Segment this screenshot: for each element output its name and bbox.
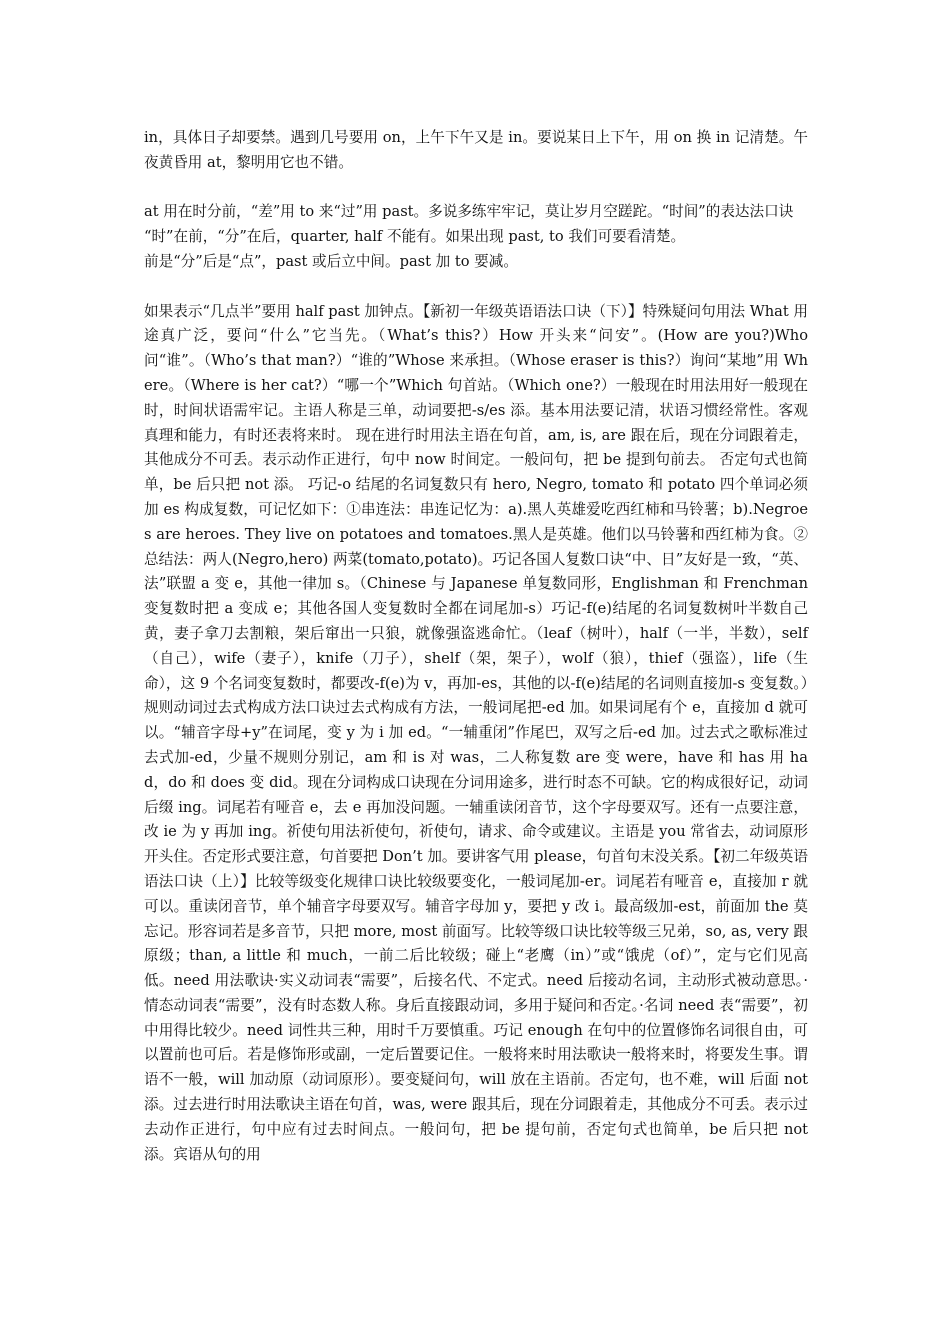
paragraph-spacer — [144, 275, 808, 300]
paragraph-5: 如果表示“几点半”要用 half past 加钟点。【新初一年级英语语法口诀（下）】特殊疑问句用法 What 用途真广泛，要问“什么”它当先。（What’s this?）How 开头来“问安”。(How are you?)Who 问“谁”。（Who’s that man?）“谁的”Whose 来承担。（Whose eraser is this?）询问“某地”用 Where。（Where is her cat?）“哪一个”Which 句首站。（Which one?）一般现在时用法用好一般现在时，时间状语需牢记。主语人称是三单，动词要把-s/es 添。基本用法要记清，状语习惯经常性。客观真理和能力，有时还表将来时。 现在进行时用法主语在句首，am, is, are 跟在后，现在分词跟着走，其他成分不可丢。表示动作正进行，句中 now 时间定。一般问句，把 be 提到句前去。 否定句式也简单，be 后只把 not 添。 巧记-o 结尾的名词复数只有 hero, Negro, tomato 和 potato 四个单词必须加 es 构成复数，可记忆如下：①串连法：串连记忆为：a).黑人英雄爱吃西红柿和马铃薯；b).Negroes are heroes. They live on potatoes and tomatoes.黑人是英雄。他们以马铃薯和西红柿为食。②总结法：两人(Negro,hero) 两菜(tomato,potato)。巧记各国人复数口诀“中、日”友好是一致，“英、法”联盟 a 变 e，其他一律加 s。（Chinese 与 Japanese 单复数同形，Englishman 和 Frenchman 变复数时把 a 变成 e；其他各国人变复数时全都在词尾加-s）巧记-f(e)结尾的名词复数树叶半数自己黄，妻子拿刀去割粮，架后窜出一只狼，就像强盗逃命忙。（leaf（树叶），half（一半，半数），self（自己），wife（妻子），knife（刀子），shelf（架，架子），wolf（狼），thief（强盗），life（生命），这 9 个名词变复数时，都要改-f(e)为 v，再加-es，其他的以-f(e)结尾的名词则直接加-s 变复数。）规则动词过去式构成方法口诀过去式构成有方法，一般词尾把-ed 加。如果词尾有个 e，直接加 d 就可以。“辅音字母+y”在词尾，变 y 为 i 加 ed。“一辅重闭”作尾巴，双写之后-ed 加。过去式之歌标准过去式加-ed，少量不规则分别记，am 和 is 对 was，二人称复数 are 变 were，have 和 has 用 had，do 和 does 变 did。现在分词构成口诀现在分词用途多，进行时态不可缺。它的构成很好记，动词后缀 ing。词尾若有哑音 e，去 e 再加没问题。一辅重读闭音节，这个字母要双写。还有一点要注意，改 ie 为 y 再加 ing。祈使句用法祈使句，祈使句，请求、命令或建议。主语是 you 常省去，动词原形开头住。否定形式要注意，句首要把 Don’t 加。要讲客气用 please，句首句末没关系。【初二年级英语语法口诀（上）】比较等级变化规律口诀比较级要变化，一般词尾加-er。词尾若有哑音 e，直接加 r 就可以。重读闭音节，单个辅音字母要双写。辅音字母加 y，要把 y 改 i。最高级加-est，前面加 the 莫忘记。形容词若是多音节，只把 more, most 前面写。比较等级口诀比较等级三兄弟，so, as, very 跟原级；than, a little 和 much，一前二后比较级；碰上“老鹰（in）”或“饿虎（of）”，定与它们见高低。need 用法歌诀·实义动词表“需要”，后接名代、不定式。need 后接动名词，主动形式被动意思。·情态动词表“需要”，没有时态数人称。身后直接跟动词，多用于疑问和否定。·名词 need 表“需要”，初中用得比较少。need 词性共三种，用时千万要慎重。巧记 enough 在句中的位置修饰名词很自由，可以置前也可后。若是修饰形或副，一定后置要记住。一般将来时用法歌诀一般将来时，将要发生事。谓语不一般，will 加动原（动词原形）。要变疑问句，will 放在主语前。否定句，也不难，will 后面 not 添。过去进行时用法歌诀主语在句首，was, were 跟其后，现在分词跟着走，其他成分不可丢。表示过去动作正进行，句中应有过去时间点。一般问句，把 be 提句前，否定句式也简单，be 后只把 not 添。宾语从句的用 — [144, 302, 808, 1163]
paragraph-1: in，具体日子却要禁。遇到几号要用 on，上午下午又是 in。要说某日上下午，用 on 换 in 记清楚。午夜黄昏用 at，黎明用它也不错。 — [144, 129, 808, 171]
document-body — [144, 126, 808, 1167]
paragraph-spacer — [144, 176, 808, 201]
paragraph-2: at 用在时分前，“差”用 to 来“过”用 past。多说多练牢牢记，莫让岁月空蹉跎。“时间”的表达法口诀 — [144, 203, 794, 221]
paragraph-4: 前是“分”后是“点”，past 或后立中间。past 加 to 要减。 — [144, 252, 518, 270]
paragraph-3: “时”在前，“分”在后，quarter, half 不能有。如果出现 past, to 我们可要看清楚。 — [144, 228, 686, 246]
